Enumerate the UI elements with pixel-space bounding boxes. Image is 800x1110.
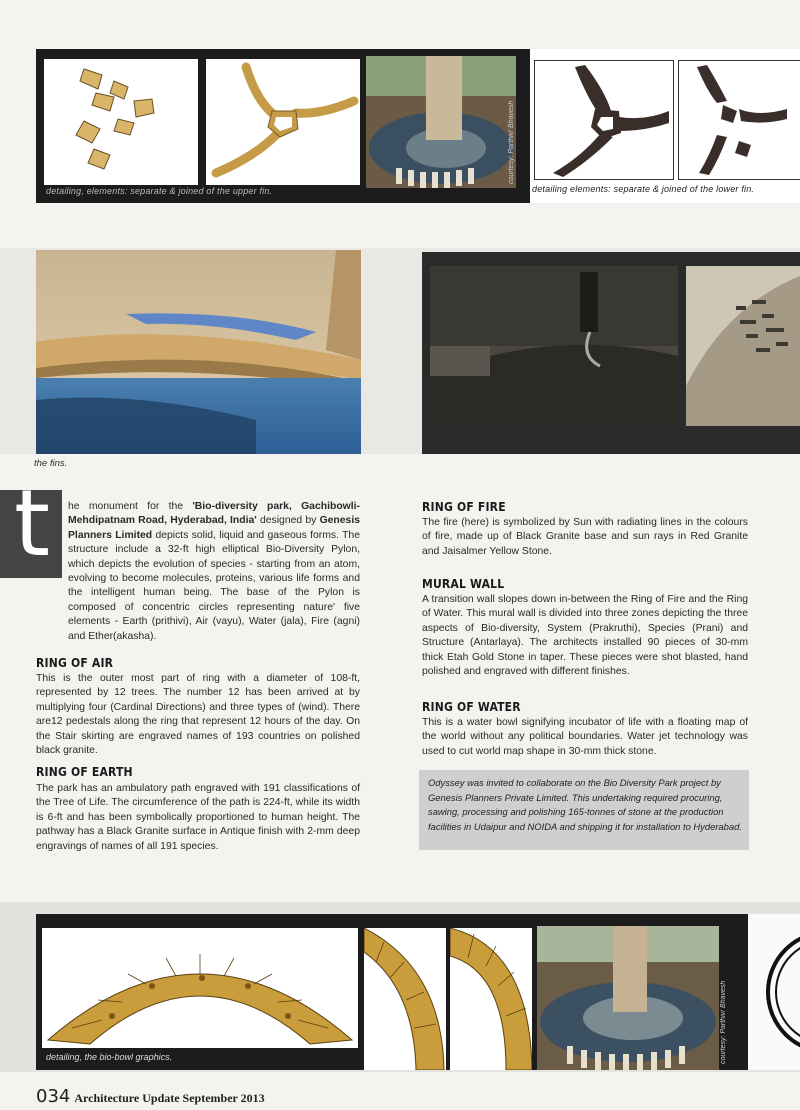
intro-location: 'Bio-diversity park, Gachibowli-Mehdipatnam Road, Hyderabad, India'	[68, 501, 360, 527]
ring-outline-graphic	[758, 930, 800, 1054]
bottom-caption: detailing, the bio-bowl graphics.	[46, 1052, 173, 1062]
intro-designer: Genesis Planners Limited	[68, 515, 360, 541]
engraved-stone-photo	[686, 266, 800, 426]
ring-of-air-text: This is the outer most part of ring with a diameter of 108-ft, represented by 12 trees. The number 12 has been arrived at by multiplying four (Cardinal Directions) and three types of (wind). There are12 pedestals along the ring that represent 12 hours of the day. On the Stair skirting are engraved names of 193 countries on polished black granite.	[36, 673, 360, 757]
lower-fin-joined-image	[534, 60, 674, 180]
bottom-photo-credit: courtesy: Parthiv/ Bhavesh	[720, 980, 727, 1064]
fins-photo	[36, 250, 361, 454]
page-number: 034	[36, 1086, 71, 1107]
ring-of-water-heading: RING OF WATER	[422, 700, 521, 714]
intro-mid: designed by	[256, 515, 320, 527]
ring-of-earth-text: The park has an ambulatory path engraved with 191 classifications of the Tree of Life. The circumference of the path is 224-ft, while its width is 6-ft and has been symbolically proportioned to human height. The pathway has a Black Granite surface in Antique finish with 2-mm deep engravings of names of all 191 species.	[36, 783, 360, 852]
ring-of-earth-heading: RING OF EARTH	[36, 765, 133, 779]
intro-rest: depicts solid, liquid and gaseous forms. The structure include a 32-ft high elliptical Bio-Diversity Pylon, which depicts the evolution of species - starting from an atom, evolving to become molecules, proteins, various life forms and the intelligent human being. The base of the Pylon is composed of concentric circles representing nature' five elements - Earth (prithivi), Air (vayu), Water (jala), Fire (agni) and Ether(akasha).	[68, 529, 360, 642]
top-right-caption: detailing elements: separate & joined of the lower fin.	[532, 184, 755, 194]
top-left-caption: detailing, elements: separate & joined of the upper fin.	[46, 186, 273, 196]
ring-of-air-heading: RING OF AIR	[36, 656, 114, 670]
mural-wall-heading: MURAL WALL	[422, 577, 505, 591]
upper-fin-joined-image	[206, 59, 360, 185]
bio-bowl-graphic-curve-right	[450, 928, 532, 1070]
bio-bowl-graphic-arc	[42, 928, 358, 1048]
fins-caption: the fins.	[34, 458, 68, 469]
bio-bowl-photo	[537, 926, 719, 1070]
publication-name: Architecture Update September 2013	[74, 1091, 265, 1105]
upper-fin-separate-image	[44, 59, 198, 185]
bio-bowl-graphic-curve-left	[364, 928, 446, 1070]
page-footer	[36, 1086, 265, 1107]
ring-of-water-text: This is a water bowl signifying incubator of life with a floating map of the world without any political boundaries. Water jet technology was used to cut world map shape in 30-mm thick stone.	[422, 717, 748, 757]
ring-of-fire-heading: RING OF FIRE	[422, 500, 506, 514]
intro-paragraph	[68, 500, 360, 644]
top-photo-credit: courtesy: Parthiv/ Bhavesh	[508, 100, 515, 184]
water-jet-cutting-photo	[430, 266, 678, 426]
dropcap-letter: t	[14, 470, 51, 577]
odyssey-note-text: Odyssey was invited to collaborate on the Bio Diversity Park project by Genesis Planners Private Limited. This undertaking required procuring, sawing, processing and polishing 165-tonnes of stone at the production facilities in Udaipur and NOIDA and shipping it for installation to Hyderabad.	[428, 777, 742, 832]
ring-of-fire-text: The fire (here) is symbolized by Sun with radiating lines in the colours of fire, made up of Black Granite base and sun rays in Red Granite and Jaisalmer Yellow Stone.	[422, 517, 748, 557]
pylon-water-photo	[366, 56, 516, 188]
mural-wall-text: A transition wall slopes down in-between the Ring of Fire and the Ring of Water. This mural wall is divided into three zones depicting the three aspects of Bio-diversity, System (Prakruthi), Species (Prani) and Structure (Antarlaya). The architects installed 90 pieces of 30-mm thick Etah Gold Stone in taper. These pieces were shot blasted, hand polished and engraved with different finishes.	[422, 594, 748, 678]
lower-fin-separate-image	[678, 60, 800, 180]
intro-lead: he monument for the	[68, 501, 193, 512]
